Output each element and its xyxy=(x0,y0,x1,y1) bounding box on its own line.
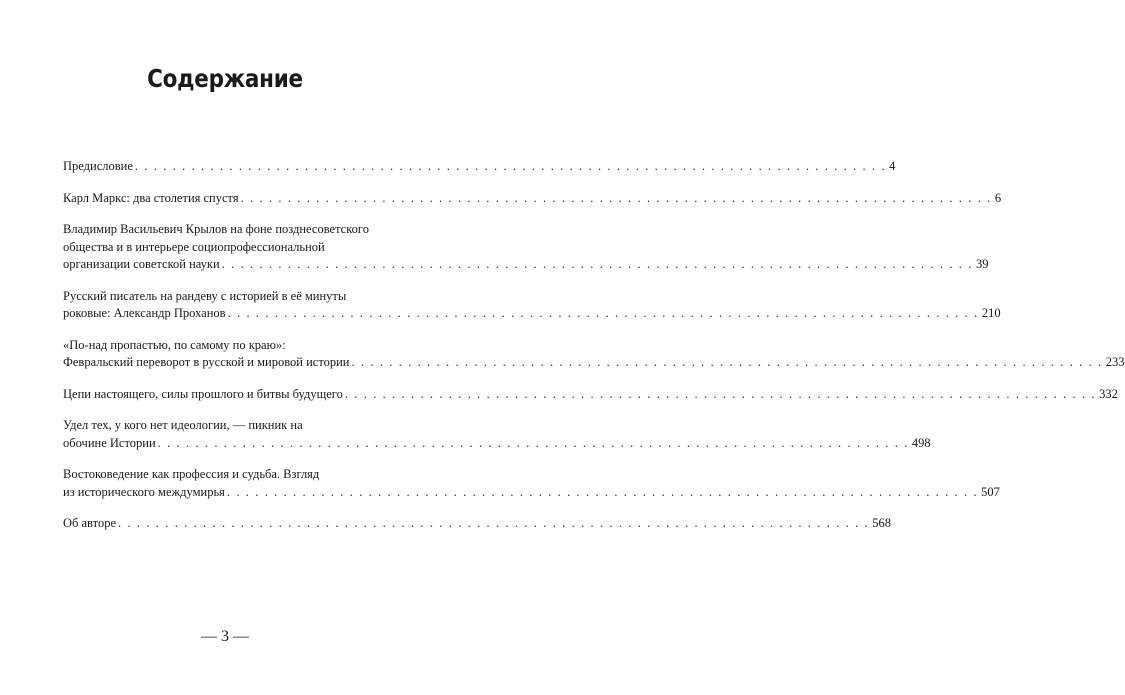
toc-entry-page-number: 39 xyxy=(975,257,989,271)
toc-entry-page-number: 507 xyxy=(981,484,1000,499)
toc-entry-page-number: 332 xyxy=(1099,386,1118,401)
toc-entry xyxy=(63,337,1125,372)
dot-leader: . . . . . . . . . . . . . . . . . . . . . . . . . . . . . . . . . . . . . . . . . . . . . . . . . . . . . . . . . . . . . . . . . . . . . . . . . . . . . . . . xyxy=(157,435,909,450)
dot-leader: . . . . . . . . . . . . . . . . . . . . . . . . . . . . . . . . . . . . . . . . . . . . . . . . . . . . . . . . . . . . . . . . . . . . . . . . . . . . . . . . xyxy=(118,516,870,530)
toc-entry-page-number: 210 xyxy=(981,306,1001,320)
toc-entry xyxy=(63,386,1118,404)
toc-entry-title-line: Об авторе xyxy=(63,516,116,530)
toc-entry-title-line: Предисловие xyxy=(63,159,133,173)
toc-entry-last-line xyxy=(63,515,892,533)
toc-entry-last-line xyxy=(63,484,1000,502)
page-title: Содержание xyxy=(147,64,303,93)
toc-entry-last-line xyxy=(63,158,896,176)
toc-entry-title-line: Удел тех, у кого нет идеологии, — пикник на xyxy=(63,418,303,432)
dot-leader: . . . . . . . . . . . . . . . . . . . . . . . . . . . . . . . . . . . . . . . . . . . . . . . . . . . . . . . . . . . . . . . . . . . . . . . . . . . . . . . . xyxy=(134,159,887,173)
toc-entry-title-line: «По-над пропастью, по самому по краю»: xyxy=(63,337,286,352)
toc-entry-page-number: 568 xyxy=(872,516,892,530)
toc-entry-page-number: 498 xyxy=(911,435,931,450)
toc-entry-title-line: обочине Истории xyxy=(63,435,156,450)
toc-entry-last-line xyxy=(63,435,931,453)
toc-entry-title-line: Карл Маркс: два столетия спустя xyxy=(63,190,239,205)
table-of-contents xyxy=(63,158,1125,547)
toc-entry-last-line xyxy=(63,305,1001,323)
toc-entry-page-number: 233 xyxy=(1105,355,1125,369)
dot-leader: . . . . . . . . . . . . . . . . . . . . . . . . . . . . . . . . . . . . . . . . . . . . . . . . . . . . . . . . . . . . . . . . . . . . . . . . . . . . . . . . xyxy=(351,355,1103,369)
toc-entry-title-line: из исторического междумирья xyxy=(63,484,225,499)
toc-entry xyxy=(63,515,892,533)
toc-entry-last-line xyxy=(63,190,1002,208)
dot-leader: . . . . . . . . . . . . . . . . . . . . . . . . . . . . . . . . . . . . . . . . . . . . . . . . . . . . . . . . . . . . . . . . . . . . . . . . . . . . . . . . xyxy=(240,190,992,205)
toc-entry-last-line xyxy=(63,354,1125,372)
toc-entry-title-line: роковые: Александр Проханов xyxy=(63,306,226,320)
toc-entry-page-number: 4 xyxy=(889,159,896,173)
toc-entry xyxy=(63,288,1001,323)
dot-leader: . . . . . . . . . . . . . . . . . . . . . . . . . . . . . . . . . . . . . . . . . . . . . . . . . . . . . . . . . . . . . . . . . . . . . . . . . . . . . . . . xyxy=(221,257,973,271)
toc-entry-page-number: 6 xyxy=(994,190,1002,205)
toc-entry-last-line xyxy=(63,386,1118,404)
toc-entry-title-line: общества и в интерьере социопрофессиональной xyxy=(63,239,325,254)
toc-entry-title-line: Русский писатель на рандеву с историей в её минуты xyxy=(63,288,347,303)
toc-entry xyxy=(63,417,931,452)
dot-leader: . . . . . . . . . . . . . . . . . . . . . . . . . . . . . . . . . . . . . . . . . . . . . . . . . . . . . . . . . . . . . . . . . . . . . . . . . . . . . . . . xyxy=(344,386,1097,401)
toc-entry-title-line: Цепи настоящего, силы прошлого и битвы будущего xyxy=(63,386,343,401)
toc-entry-title-line: организации советской науки xyxy=(63,257,220,271)
toc-entry xyxy=(63,190,1002,208)
page-number: — 3 — xyxy=(201,628,249,645)
toc-entry xyxy=(63,221,989,274)
toc-entry-last-line xyxy=(63,256,989,274)
dot-leader: . . . . . . . . . . . . . . . . . . . . . . . . . . . . . . . . . . . . . . . . . . . . . . . . . . . . . . . . . . . . . . . . . . . . . . . . . . . . . . . . xyxy=(226,484,979,499)
dot-leader: . . . . . . . . . . . . . . . . . . . . . . . . . . . . . . . . . . . . . . . . . . . . . . . . . . . . . . . . . . . . . . . . . . . . . . . . . . . . . . . . xyxy=(227,306,979,320)
toc-entry xyxy=(63,158,896,176)
toc-entry-title-line: Февральский переворот в русской и мировой истории xyxy=(63,355,350,369)
toc-entry xyxy=(63,466,1000,501)
toc-entry-title-line: Владимир Васильевич Крылов на фоне позднесоветского xyxy=(63,222,369,236)
toc-entry-title-line: Востоковедение как профессия и судьба. Взгляд xyxy=(63,467,320,481)
